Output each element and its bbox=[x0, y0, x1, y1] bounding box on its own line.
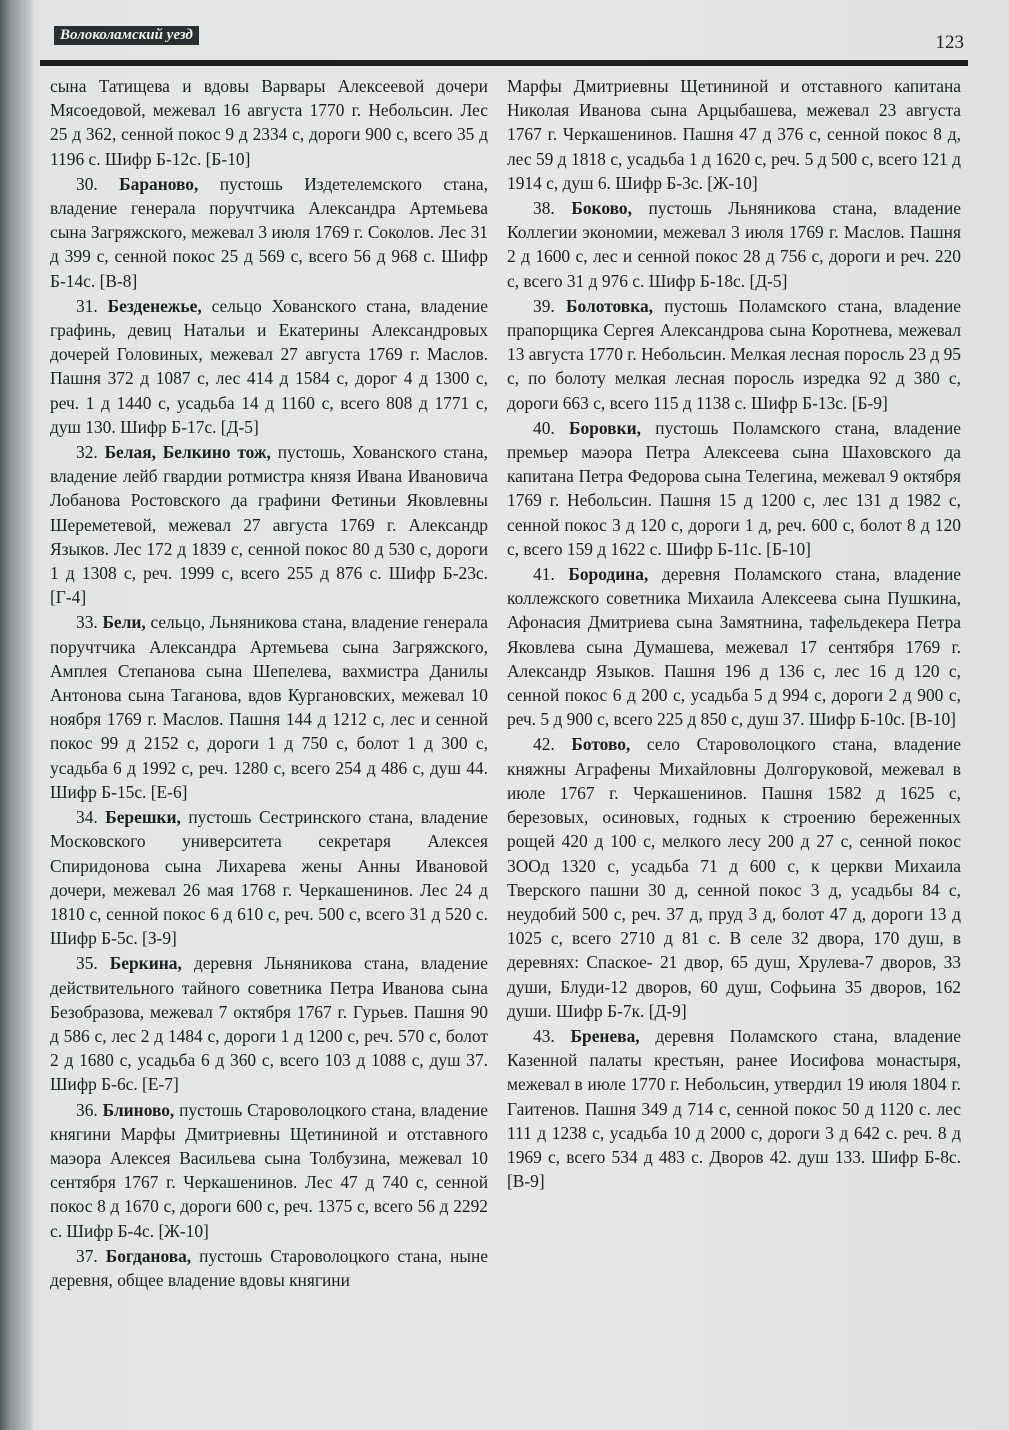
entry-number: 43. bbox=[533, 1025, 571, 1046]
entry-place-name: Белая, Белкино тож, bbox=[104, 442, 271, 463]
book-spine bbox=[0, 0, 34, 1430]
entry-number: 39. bbox=[533, 295, 567, 316]
entry-paragraph bbox=[50, 1244, 488, 1292]
entry-number: 41. bbox=[533, 564, 569, 585]
entry-number: 37. bbox=[76, 1245, 106, 1266]
entry-number: 30. bbox=[76, 173, 120, 194]
entry-place-name: Богданова, bbox=[105, 1245, 192, 1266]
entry-place-name: Бородина, bbox=[568, 564, 649, 585]
entry-text: пустошь Поламского стана, владение премьер маэора Петра Алексеева сына Шаховского да капитана Петра Федорова сына Телегина, межевал 9 октября 1769 г. Небольсин. Пашня 15 д 1200 с, лес 131 д 1982 с, сенной покос 3 д 120 с, дороги 1 д, реч. 600 с, болот 8 д 120 с, всего 159 д 1622 с. Шифр Б-11с. [Б-10] bbox=[507, 417, 961, 559]
entry-text: пустошь Староволоцкого стана, ныне деревня, общее владение вдовы княгини bbox=[50, 1245, 488, 1290]
entry-number: 42. bbox=[533, 734, 572, 755]
entry-number: 36. bbox=[76, 1099, 103, 1120]
entry-text: село Староволоцкого стана, владение княжны Аграфены Михайловны Долгоруковой, межевал в июле 1767 г. Черкашенинов. Пашня 1582 д 1625 с, березовых, осиновых, годных к строению береженных рощей 420 д 100 с, мелкого лесу 200 д 27 с, сенной покос 3ООд 1320 с, усадьба 71 д 600 с, к церкви Михаила Тверского пашни 30 д, сенной покос 3 д, усадьбы 84 с, неудобий 500 с, реч. 37 д, пруд 3 д, болот 47 д, дороги 13 д 1025 с, всего 2710 д 81 с. В селе 32 двора, 170 душ, в деревнях: Спаское- 21 двор, 65 душ, Хрулева-7 дворов, 33 души, Блуди-12 дворов, 60 душ, Софьина 35 дворов, 162 души. Шифр Б-7к. [Д-9] bbox=[507, 734, 961, 1021]
entry-text: деревня Льняникова стана, владение действительного тайного советника Петра Иванова сына Безобразова, межевал 7 октября 1767 г. Гурьев. Пашня 90 д 586 с, лес 2 д 1484 с, дороги 1 д 1200 с, реч. 570 с, болот 2 д 1680 с, усадьба 6 д 360 с, всего 103 д 1088 с, душ 37. Шифр Б-6с. [Е-7] bbox=[50, 953, 488, 1095]
page-number: 123 bbox=[935, 32, 964, 53]
entry-text: пустошь, Хованского стана, владение лейб гвардии ротмистра князя Ивана Ивановича Лобанова Ростовского да графини Фетиньи Яковлевны Шереметевой, межевал 27 августа 1769 г. Александр Языков. Лес 172 д 1839 с, сенной покос 80 д 530 с, дороги 1 д 1308 с, реч. 1999 с, всего 255 д 876 с. Шифр Б-23с. [Г-4] bbox=[50, 442, 488, 608]
entry-text: сына Татищева и вдовы Варвары Алексеевой дочери Мясоедовой, межевал 16 августа 1770 г. Небольсин. Лес 25 д 362, сенной покос 9 д 2334 с, дороги 900 с, всего 35 д 1196 с. Шифр Б-12с. [Б-10] bbox=[50, 76, 488, 169]
entry-place-name: Беркина, bbox=[109, 953, 182, 974]
entry-paragraph bbox=[507, 416, 961, 561]
entry-number: 31. bbox=[76, 295, 108, 316]
entry-text: сельцо, Льняникова стана, владение генерала поручтчика Александра Артемьева сына Загряжского, Амплея Степанова сына Шепелева, вахмистра Данилы Антонова сына Таганова, вдов Кургановских, межевал 10 ноября 1769 г. Маслов. Пашня 144 д 1212 с, лес и сенной покос 99 д 2152 с, дороги 1 д 750 с, болот 1 д 300 с, усадьба 6 д 1992 с, реч. 1280 с, всего 254 д 486 с, душ 44. Шифр Б-15с. [Е-6] bbox=[50, 612, 488, 802]
entry-number: 40. bbox=[533, 417, 570, 438]
entry-place-name: Болотовка, bbox=[566, 295, 653, 316]
entry-paragraph bbox=[50, 172, 488, 293]
entry-place-name: Безденежье, bbox=[107, 295, 202, 316]
entry-place-name: Бели, bbox=[102, 612, 146, 633]
entry-number: 32. bbox=[76, 442, 105, 463]
entry-paragraph bbox=[507, 562, 961, 731]
entry-place-name: Боровки, bbox=[569, 417, 641, 438]
entry-text: пустошь Сестринского стана, владение Московского университета секретаря Алексея Спиридонова сына Лихарева жены Анны Ивановой дочери, межевал 26 мая 1768 г. Черкашенинов. Лес 24 д 1810 с, сенной покос 6 д 610 с, реч. 500 с, всего 31 д 520 с. Шифр Б-5с. [З-9] bbox=[50, 807, 488, 949]
header-rule bbox=[40, 60, 968, 66]
entry-number: 34. bbox=[76, 807, 106, 828]
entry-paragraph bbox=[50, 1098, 488, 1243]
entry-paragraph bbox=[50, 440, 488, 609]
entry-number: 33. bbox=[76, 612, 103, 633]
entry-paragraph bbox=[507, 1024, 961, 1193]
entry-paragraph bbox=[50, 74, 488, 171]
entry-place-name: Боково, bbox=[571, 198, 632, 219]
entry-text: деревня Поламского стана, владение Казенной палаты крестьян, ранее Иосифова монастыря, межевал в июле 1770 г. Небольсин, утвердил 19 июля 1804 г. Гаитенов. Пашня 349 д 714 с, сенной покос 50 д 1120 с. лес 111 д 1238 с, усадьба 10 д 2000 с, дороги 3 д 642 с. реч. 8 д 1969 с, всего 534 д 483 с. Дворов 42. душ 133. Шифр Б-8с. [В-9] bbox=[507, 1025, 962, 1192]
entry-paragraph bbox=[507, 196, 961, 293]
entry-place-name: Бренева, bbox=[570, 1025, 640, 1046]
entry-text: Марфы Дмитриевны Щетининой и отставного капитана Николая Иванова сына Арцыбашева, межевал 23 августа 1767 г. Черкашенинов. Пашня 47 д 376 с, сенной покос 8 д, лес 59 д 1818 с, усадьба 1 д 1620 с, реч. 5 д 500 с, всего 121 д 1914 с, душ 6. Шифр Б-3с. [Ж-10] bbox=[507, 76, 961, 193]
entry-paragraph bbox=[50, 805, 488, 950]
entry-paragraph bbox=[507, 732, 961, 1022]
entry-paragraph bbox=[50, 951, 488, 1096]
entry-text: пустошь Поламского стана, владение прапорщика Сергея Александрова сына Коротнева, межевал 13 августа 1770 г. Небольсин. Мелкая лесная поросль 23 д 95 с, по болоту мелкая лесная поросль изредка 92 д 380 с, дороги 663 с, всего 115 д 1138 с. Шифр Б-13с. [Б-9] bbox=[507, 295, 962, 413]
right-column bbox=[507, 74, 961, 1194]
page-header bbox=[40, 22, 968, 70]
entry-place-name: Ботово, bbox=[571, 734, 631, 755]
entry-text: сельцо Хованского стана, владение графинь, девиц Натальи и Екатерины Александровых дочерей Головиных, межевал 27 августа 1769 г. Маслов. Пашня 372 д 1087 с, лес 414 д 1584 с, дорог 4 д 1300 с, реч. 1 д 1440 с, усадьба 14 д 1160 с, всего 808 д 1771 с, душ 130. Шифр Б-17с. [Д-5] bbox=[50, 295, 489, 437]
entry-number: 38. bbox=[533, 198, 572, 219]
entry-place-name: Блиново, bbox=[102, 1099, 175, 1120]
running-title: Волоколамский уезд bbox=[54, 26, 199, 45]
entry-text: пустошь Издетелемского стана, владение генерала поручтчика Александра Артемьева сына Загряжского, межевал 3 июля 1769 г. Соколов. Лес 31 д 399 с, сенной покос 25 д 569 с, всего 56 д 968 с. Шифр Б-14с. [В-8] bbox=[50, 173, 488, 291]
entry-text: пустошь Староволоцкого стана, владение княгини Марфы Дмитриевны Щетининой и отставного маэора Алексея Васильева сына Толбузина, межевал 10 сентября 1767 г. Черкашенинов. Лес 47 д 740 с, сенной покос 8 д 1670 с, дороги 600 с, реч. 1375 с, всего 56 д 2292 с. Шифр Б-4с. [Ж-10] bbox=[50, 1099, 488, 1241]
entry-place-name: Берешки, bbox=[105, 807, 181, 828]
entry-number: 35. bbox=[76, 953, 110, 974]
entry-paragraph bbox=[50, 610, 488, 804]
entry-place-name: Бараново, bbox=[119, 173, 199, 194]
entry-paragraph bbox=[507, 294, 961, 415]
entry-paragraph bbox=[507, 74, 961, 195]
left-column bbox=[50, 74, 488, 1293]
entry-text: пустошь Льняникова стана, владение Коллегии экономии, межевал 3 июля 1769 г. Маслов. Пашня 2 д 1600 с, лес и сенной покос 28 д 756 с, дороги и реч. 220 с, всего 31 д 976 с. Шифр Б-18с. [Д-5] bbox=[507, 198, 961, 291]
entry-text: деревня Поламского стана, владение коллежского советника Михаила Алексеева сына Пушкина, Афонасия Дмитриева сына Замятнина, тафельдекера Петра Яковлева сына Думашева, межевал 17 сентября 1769 г. Александр Языков. Пашня 196 д 136 с, лес 16 д 120 с, сенной покос 6 д 200 с, усадьба 5 д 994 с, дороги 2 д 900 с, реч. 5 д 900 с, всего 225 д 850 с, душ 37. Шифр Б-10с. [В-10] bbox=[507, 564, 961, 730]
entry-paragraph bbox=[50, 294, 488, 439]
